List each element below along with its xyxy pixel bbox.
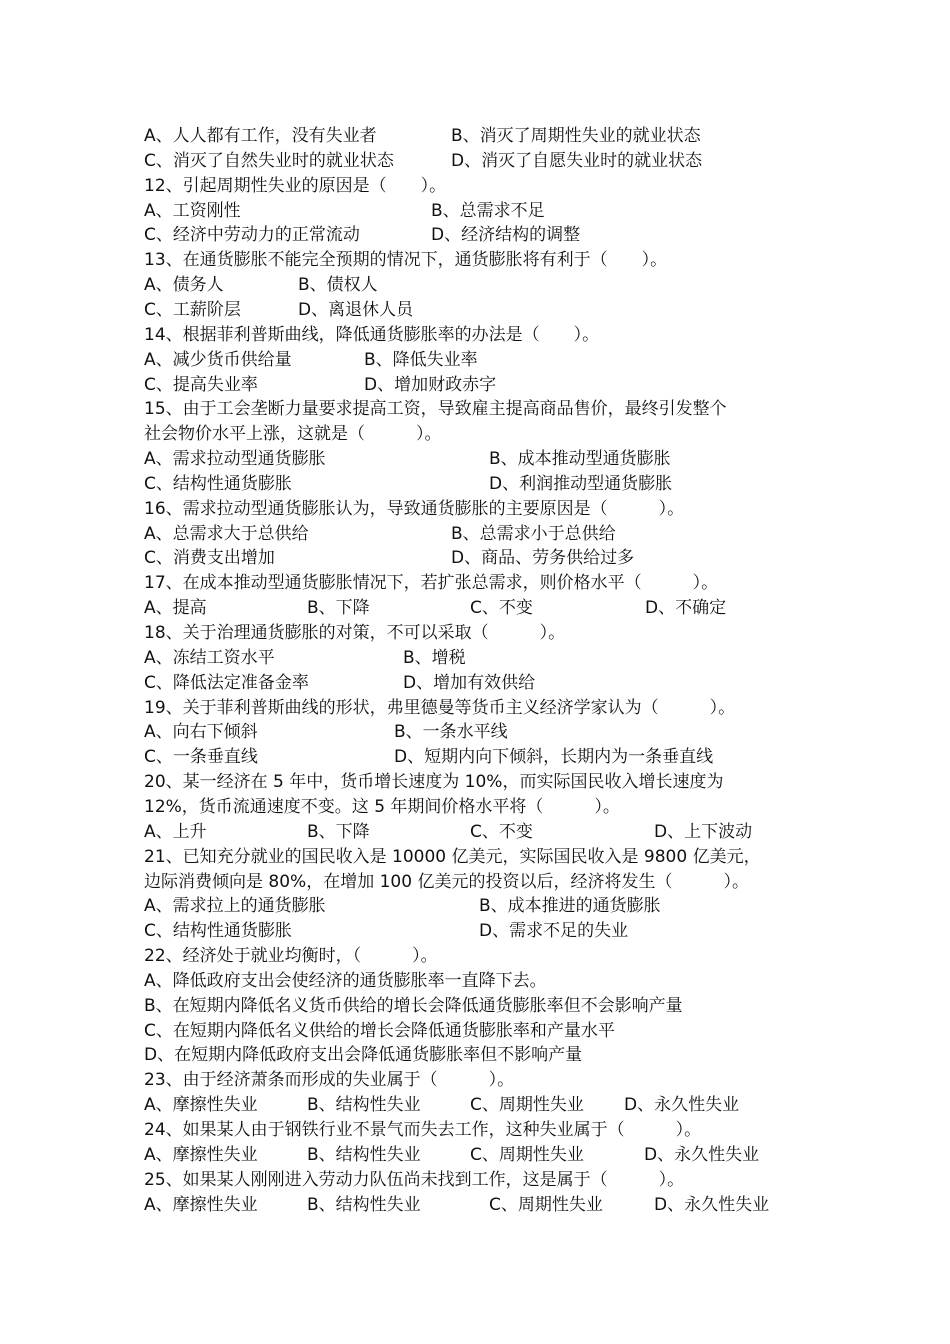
option-text: B、增税 [403,647,466,668]
question-text: 18、关于治理通货膨胀的对策，不可以采取（ ）。 [144,623,566,643]
question-text: 社会物价水平上涨，这就是（ ）。 [144,424,442,445]
question-text: 24、如果某人由于钢铁行业不景气而失去工作，这种失业属于（ ）。 [144,1120,702,1140]
question-text: D、在短期内降低政府支出会降低通货膨胀率但不影响产量 [144,1045,583,1066]
question-text: 边际消费倾向是 80%，在增加 100 亿美元的投资以后，经济将发生（ ）。 [144,871,749,892]
option-text: D、需求不足的失业 [479,921,629,942]
question-text: 22、经济处于就业均衡时，（ ）。 [144,946,438,967]
option-text: D、短期内向下倾斜，长期内为一条垂直线 [394,747,714,768]
option-text: A、摩擦性失业 [144,1095,258,1116]
option-text: A、提高 [144,598,207,619]
question-text: 23、由于经济萧条而形成的失业属于（ ）。 [144,1070,515,1091]
question-text: C、在短期内降低名义供给的增长会降低通货膨胀率和产量水平 [144,1020,615,1041]
option-text: A、债务人 [144,275,224,296]
option-text: A、上升 [144,821,207,842]
option-text: C、不变 [470,598,533,619]
option-text: A、总需求大于总供给 [144,523,309,544]
question-text: 15、由于工会垄断力量要求提高工资，导致雇主提高商品售价，最终引发整个 [144,399,727,420]
option-text: C、消费支出增加 [144,548,275,569]
option-text: A、向右下倾斜 [144,722,258,743]
question-text: B、在短期内降低名义货币供给的增长会降低通货膨胀率但不会影响产量 [144,995,683,1016]
option-text: A、减少货币供给量 [144,349,292,370]
question-text: 19、关于菲利普斯曲线的形状，弗里德曼等货币主义经济学家认为（ ）。 [144,697,736,718]
question-text: 12、引起周期性失业的原因是（ ）。 [144,175,447,196]
option-text: D、永久性失业 [654,1194,770,1215]
option-text: C、经济中劳动力的正常流动 [144,225,360,246]
option-text: C、结构性通货膨胀 [144,921,292,942]
option-text: A、摩擦性失业 [144,1144,258,1165]
option-text: C、结构性通货膨胀 [144,473,292,494]
option-text: D、利润推动型通货膨胀 [489,473,673,494]
option-text: D、增加有效供给 [403,672,536,693]
option-text: D、永久性失业 [624,1095,740,1116]
option-text: C、降低法定准备金率 [144,672,309,693]
option-text: B、成本推进的通货膨胀 [479,896,661,917]
option-text: A、摩擦性失业 [144,1194,258,1215]
option-text: D、消灭了自愿失业时的就业状态 [451,150,703,171]
option-text: A、人人都有工作，没有失业者 [144,126,377,146]
option-text: D、不确定 [645,598,727,619]
question-text: 21、已知充分就业的国民收入是 10000 亿美元，实际国民收入是 9800 亿美元， [144,846,761,867]
option-text: B、成本推动型通货膨胀 [489,449,671,470]
option-text: D、经济结构的调整 [431,225,581,246]
option-text: A、工资刚性 [144,200,241,221]
option-text: C、周期性失业 [470,1095,584,1116]
option-text: B、结构性失业 [307,1144,421,1165]
option-text: C、周期性失业 [489,1194,603,1215]
option-text: C、周期性失业 [470,1144,584,1165]
option-text: D、永久性失业 [644,1144,760,1165]
option-text: B、总需求不足 [431,200,545,221]
option-text: C、工薪阶层 [144,299,241,320]
question-text: 13、在通货膨胀不能完全预期的情况下，通货膨胀将有利于（ ）。 [144,250,668,271]
question-text: 25、如果某人刚刚进入劳动力队伍尚未找到工作，这是属于（ ）。 [144,1169,685,1190]
option-text: C、提高失业率 [144,374,258,395]
option-text: D、离退休人员 [298,299,414,320]
question-text: 16、需求拉动型通货膨胀认为，导致通货膨胀的主要原因是（ ）。 [144,498,685,519]
option-text: D、增加财政赤字 [364,374,497,395]
question-text: A、降低政府支出会使经济的通货膨胀率一直降下去。 [144,970,547,991]
question-text: 14、根据菲利普斯曲线，降低通货膨胀率的办法是（ ）。 [144,324,600,345]
option-text: B、降低失业率 [364,349,478,370]
option-text: B、下降 [307,598,370,619]
option-text: C、一条垂直线 [144,747,258,768]
question-text: 17、在成本推动型通货膨胀情况下，若扩张总需求，则价格水平（ ）。 [144,573,719,594]
question-text: 20、某一经济在 5 年中，货币增长速度为 10%，而实际国民收入增长速度为 [144,772,724,793]
option-text: B、一条水平线 [394,722,508,743]
option-text: A、需求拉上的通货膨胀 [144,896,326,917]
option-text: B、结构性失业 [307,1194,421,1215]
option-text: C、消灭了自然失业时的就业状态 [144,150,394,171]
option-text: D、上下波动 [654,821,753,842]
option-text: C、不变 [470,821,533,842]
question-text: 12%，货币流通速度不变。这 5 年期间价格水平将（ ）。 [144,796,620,817]
option-text: B、结构性失业 [307,1095,421,1116]
option-text: B、债权人 [298,275,378,296]
option-text: A、需求拉动型通货膨胀 [144,449,326,470]
option-text: B、总需求小于总供给 [451,523,616,544]
option-text: B、消灭了周期性失业的就业状态 [451,126,701,146]
option-text: D、商品、劳务供给过多 [451,548,635,569]
option-text: A、冻结工资水平 [144,647,275,668]
option-text: B、下降 [307,821,370,842]
